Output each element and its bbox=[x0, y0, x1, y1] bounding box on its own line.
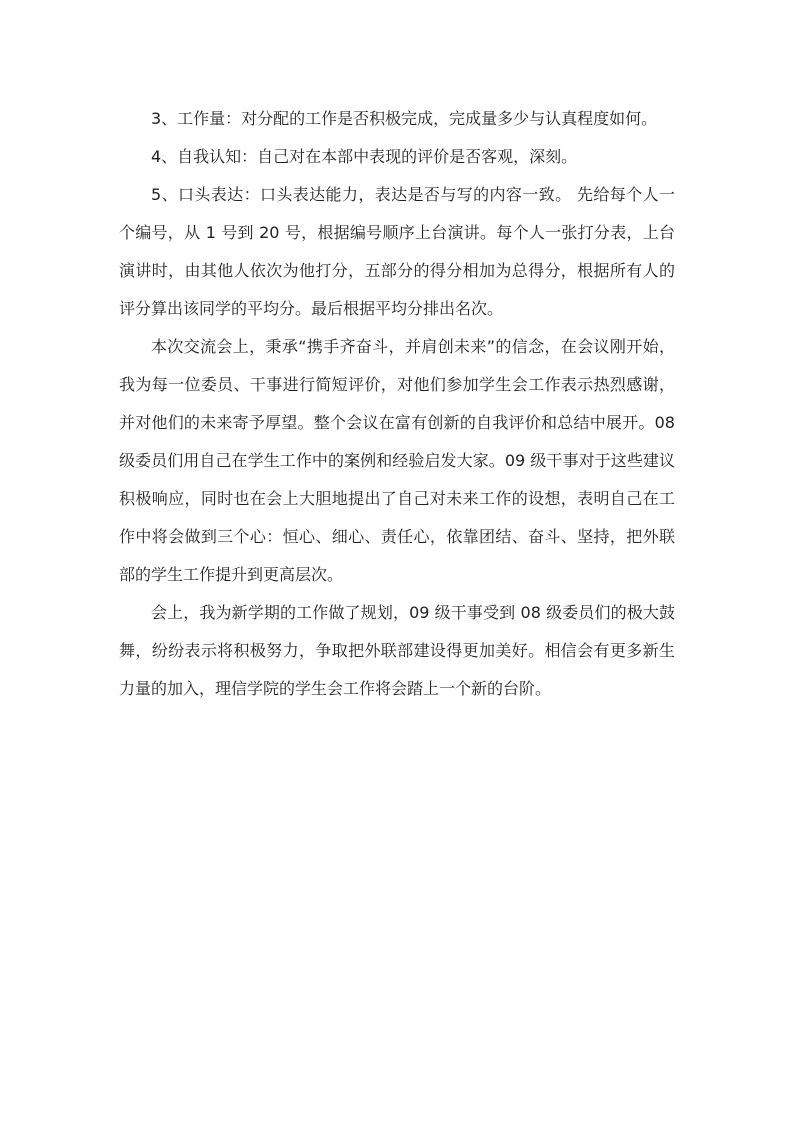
paragraph-oral-expression: 5、口头表达：口头表达能力，表达是否与写的内容一致。 先给每个人一个编号，从 1 号到 20 号，根据编号顺序上台演讲。每个人一张打分表，上台演讲时，由其他人依次为他打分，五部分的得分相加为总得分，根据所有人的评分算出该同学的平均分。最后根据平均分排出名次。 bbox=[119, 185, 675, 318]
paragraph-semester-plan: 会上，我为新学期的工作做了规划，09 级干事受到 08 级委员们的极大鼓舞，纷纷表示将积极努力，争取把外联部建设得更加美好。相信会有更多新生力量的加入，理信学院的学生会工作将会踏上一个新的台阶。 bbox=[119, 603, 675, 698]
document-body bbox=[119, 100, 675, 708]
paragraph-workload: 3、工作量：对分配的工作是否积极完成，完成量多少与认真程度如何。 bbox=[151, 109, 658, 128]
paragraph-meeting-summary: 本次交流会上，秉承“携手齐奋斗，并肩创未来”的信念，在会议刚开始，我为每一位委员、干事进行简短评价，对他们参加学生会工作表示热烈感谢，并对他们的未来寄予厚望。整个会议在富有创新的自我评价和总结中展开。08 级委员们用自己在学生工作中的案例和经验启发大家。09 级干事对于这些建议积极响应，同时也在会上大胆地提出了自己对未来工作的设想，表明自己在工作中将会做到三个心：恒心、细心、责任心，依靠团结、奋斗、坚持，把外联部的学生工作提升到更高层次。 bbox=[119, 337, 675, 584]
paragraph-self-awareness: 4、自我认知：自己对在本部中表现的评价是否客观，深刻。 bbox=[151, 147, 578, 166]
